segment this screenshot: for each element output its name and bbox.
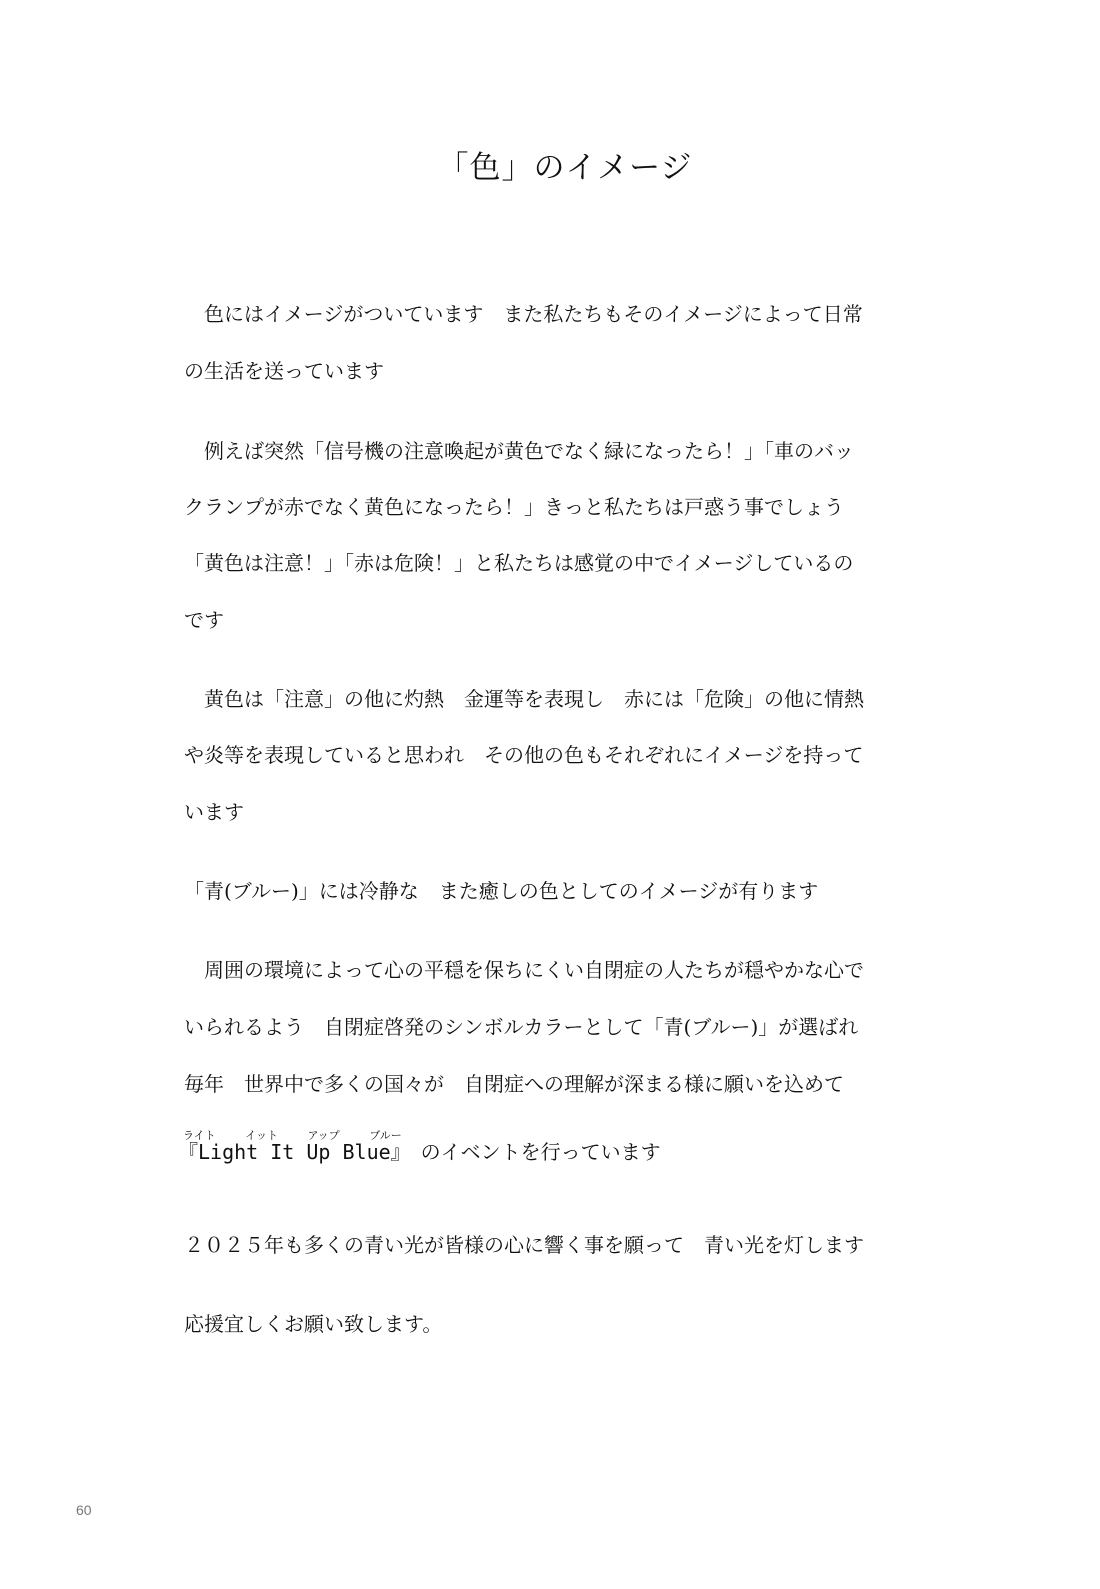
ruby-text: ライト [183,1129,216,1142]
ruby-text: イット [245,1129,278,1142]
text-line: です [184,608,224,632]
text-line: いられるよう 自閉症啓発のシンボルカラーとして「青(ブルー)」が選ばれ [184,1015,859,1039]
page-title: 「色」のイメージ [437,150,693,186]
event-line [178,1142,661,1162]
text-line: 「黄色は注意！」「赤は危険！」と私たちは感覚の中でイメージしているの [184,551,854,575]
text-line: 例えば突然「信号機の注意喚起が黄色でなく緑になったら！」「車のバッ [184,439,854,463]
event-rest: のイベントを行っています [400,1140,661,1164]
text-line: います [184,800,244,824]
text-line: 黄色は「注意」の他に灼熱 金運等を表現し 赤には「危険」の他に情熱 [184,687,864,711]
text-line: 周囲の環境によって心の平穏を保ちにくい自閉症の人たちが穏やかな心で [184,958,864,982]
text-line: ２０２５年も多くの青い光が皆様の心に響く事を願って 青い光を灯します [184,1233,864,1257]
text-line: 毎年 世界中で多くの国々が 自閉症への理解が深まる様に願いを込めて [184,1072,844,1096]
text-line: 応援宜しくお願い致します。 [184,1312,443,1336]
text-line: や炎等を表現していると思われ その他の色もそれぞれにイメージを持って [184,743,864,767]
ruby-text: アップ [307,1129,340,1142]
text-line: クランプが赤でなく黄色になったら！」きっと私たちは戸惑う事でしょう [184,495,844,519]
ruby-text: ブルー [369,1129,402,1142]
text-line: の生活を送っています [184,359,384,383]
text-line: 色にはイメージがついています また私たちもそのイメージによって日常 [184,302,863,326]
page-number: 60 [76,1502,92,1518]
event-name: 『Light It Up Blue』 [178,1140,401,1164]
text-line: 「青(ブルー)」には冷静な また癒しの色としてのイメージが有ります [184,879,819,903]
